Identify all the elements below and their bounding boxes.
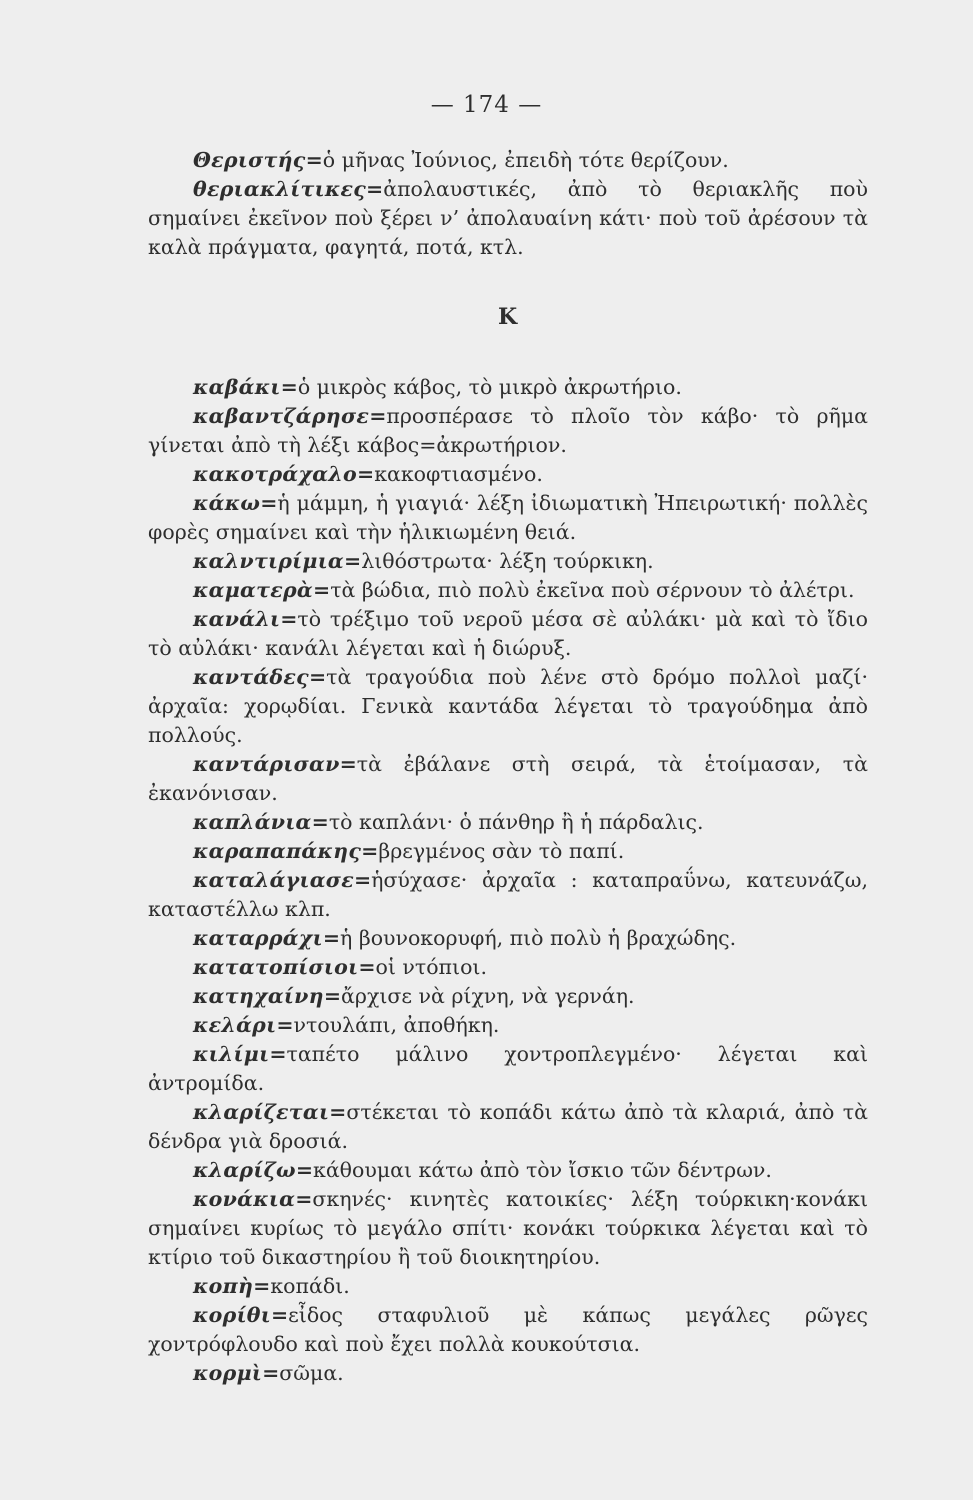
glossary-entry: [148, 1185, 868, 1272]
entry-headword: κανάλι: [193, 607, 281, 631]
entry-definition: σῶμα.: [279, 1361, 344, 1385]
glossary-entry: [148, 750, 868, 808]
glossary-entry: [148, 460, 868, 489]
entry-definition: ἡσύχασε· ἀρχαῖα : καταπραΰνω, κατευνάζω, καταστέλλω κλπ.: [148, 868, 868, 921]
glossary-entry: [148, 1156, 868, 1185]
entry-headword: κλαρίζω: [193, 1158, 296, 1182]
glossary-entry: [148, 576, 868, 605]
equals-sign: =: [308, 665, 327, 689]
equals-sign: =: [269, 1042, 287, 1066]
glossary-entry: [148, 953, 868, 982]
entry-headword: κακοτράχαλο: [193, 462, 357, 486]
entry-definition: τὰ βώδια, πιὸ πολὺ ἐκεῖνα ποὺ σέρνουν τὸ ἀλέτρι.: [330, 578, 855, 602]
equals-sign: =: [262, 1361, 280, 1385]
glossary-entry: [148, 373, 868, 402]
entry-headword: κλαρίζεται: [193, 1100, 330, 1124]
entry-headword: καβάκι: [193, 375, 281, 399]
entry-headword: καραπαπάκης: [193, 839, 362, 863]
glossary-entry: [148, 1040, 868, 1098]
entry-headword: καλντιρίμια: [193, 549, 345, 573]
entry-definition: βρεγμένος σὰν τὸ παπί.: [378, 839, 625, 863]
entry-headword: κοπὴ: [193, 1274, 254, 1298]
entry-headword: κιλίμι: [193, 1042, 270, 1066]
entry-definition: τὸ τρέξιμο τοῦ νεροῦ μέσα σὲ αὐλάκι· μὰ καὶ τὸ ἴδιο τὸ αὐλάκι· κανάλι λέγεται καὶ ἡ διώρυξ.: [148, 607, 868, 660]
entry-headword: καπλάνια: [193, 810, 312, 834]
equals-sign: =: [280, 607, 298, 631]
entry-headword: κορίθι: [193, 1303, 271, 1327]
equals-sign: =: [305, 148, 323, 172]
entry-headword: κατατοπίσιοι: [193, 955, 359, 979]
equals-sign: =: [280, 375, 298, 399]
entry-headword: κελάρι: [193, 1013, 277, 1037]
entry-definition: λιθόστρωτα· λέξη τούρκικη.: [361, 549, 654, 573]
entry-definition: στέκεται τὸ κοπάδι κάτω ἀπὸ τὰ κλαριά, ἀπὸ τὰ δένδρα γιὰ δροσιά.: [148, 1100, 868, 1153]
equals-sign: =: [260, 491, 278, 515]
glossary-entry: [148, 924, 868, 953]
equals-sign: =: [270, 1303, 289, 1327]
entries-before-section: [148, 146, 868, 262]
entry-definition: οἱ ντόπιοι.: [375, 955, 487, 979]
entry-headword: καντάρισαν: [193, 752, 340, 776]
equals-sign: =: [369, 404, 387, 428]
entry-headword: κορμὶ: [193, 1361, 263, 1385]
glossary-entry: [148, 808, 868, 837]
glossary-entry: [148, 1272, 868, 1301]
equals-sign: =: [295, 1187, 313, 1211]
entry-headword: καβαντζάρησε: [193, 404, 370, 428]
entry-definition: ντουλάπι, ἀποθήκη.: [293, 1013, 500, 1037]
glossary-entry: [148, 982, 868, 1011]
entry-headword: Θεριστής: [193, 148, 306, 172]
entry-definition: ἀπολαυστικές, ἀπὸ τὸ θεριακλῆς ποὺ σημαίνει ἐκεῖνον ποὺ ξέρει ν’ ἀπολαυαίνη κάτι· ποὺ τοῦ ἀρέσουν τὰ καλὰ πράγματα, φαγητά, ποτά, κτλ.: [148, 177, 868, 259]
glossary-entry: [148, 489, 868, 547]
entry-headword: κάκω: [193, 491, 261, 515]
equals-sign: =: [311, 810, 329, 834]
equals-sign: =: [344, 549, 362, 573]
glossary-entry: [148, 866, 868, 924]
glossary-entry: [148, 663, 868, 750]
dictionary-text: [148, 146, 868, 1388]
equals-sign: =: [361, 839, 379, 863]
equals-sign: =: [253, 1274, 271, 1298]
entry-definition: τὸ καπλάνι· ὁ πάνθηρ ἢ ἡ πάρδαλις.: [328, 810, 704, 834]
entry-definition: κακοφτιασμένο.: [374, 462, 543, 486]
glossary-entry: [148, 146, 868, 175]
entry-definition: σκηνές· κινητὲς κατοικίες· λέξη τούρκικη·κονάκι σημαίνει κυρίως τὸ μεγάλο σπίτι· κονάκι τούρκικα λέγεται καὶ τὸ κτίριο τοῦ δικαστηρίου ἢ τοῦ διοικητηρίου.: [148, 1187, 868, 1269]
glossary-entry: [148, 605, 868, 663]
entry-headword: κατηχαίνη: [193, 984, 324, 1008]
equals-sign: =: [353, 868, 372, 892]
equals-sign: =: [366, 177, 384, 201]
equals-sign: =: [276, 1013, 294, 1037]
entry-headword: θεριακλίτικες: [193, 177, 367, 201]
glossary-entry: [148, 1011, 868, 1040]
entry-definition: εἶδος σταφυλιοῦ μὲ κάπως μεγάλες ρῶγες χοντρόφλουδο καὶ ποὺ ἔχει πολλὰ κουκούτσια.: [148, 1303, 868, 1356]
entry-definition: ἄρχισε νὰ ρίχνη, νὰ γερνάη.: [341, 984, 635, 1008]
glossary-entry: [148, 1098, 868, 1156]
glossary-entry: [148, 837, 868, 866]
entry-definition: ὁ μικρὸς κάβος, τὸ μικρὸ ἀκρωτήριο.: [297, 375, 682, 399]
equals-sign: =: [295, 1158, 314, 1182]
equals-sign: =: [358, 955, 376, 979]
equals-sign: =: [313, 578, 331, 602]
page-number: — 174 —: [430, 92, 543, 118]
entry-definition: τὰ τραγούδια ποὺ λένε στὸ δρόμο πολλοὶ μαζί· ἀρχαῖα: χορῳδίαι. Γενικὰ καντάδα λέγεται τὸ τραγούδημα ἀπὸ πολλούς.: [148, 665, 868, 747]
entry-headword: καταρράχι: [193, 926, 323, 950]
entry-headword: καντάδες: [193, 665, 309, 689]
entry-definition: ὁ μῆνας Ἰούνιος, ἐπειδὴ τότε θερίζουν.: [322, 148, 729, 172]
entry-definition: ταπέτο μάλινο χοντροπλεγμένο· λέγεται καὶ ἀντρομίδα.: [148, 1042, 868, 1095]
glossary-entry: [148, 1359, 868, 1388]
equals-sign: =: [322, 926, 341, 950]
entry-definition: τὰ ἐβάλανε στὴ σειρά, τὰ ἑτοίμασαν, τὰ ἐκανόνισαν.: [148, 752, 868, 805]
entries-section: [148, 373, 868, 1388]
equals-sign: =: [357, 462, 375, 486]
equals-sign: =: [323, 984, 342, 1008]
entry-headword: κονάκια: [193, 1187, 296, 1211]
entry-definition: κάθουμαι κάτω ἀπὸ τὸν ἴσκιο τῶν δέντρων.: [313, 1158, 772, 1182]
glossary-entry: [148, 547, 868, 576]
entry-headword: καματερὰ: [193, 578, 313, 602]
entry-definition: προσπέρασε τὸ πλοῖο τὸν κάβο· τὸ ρῆμα γίνεται ἀπὸ τὴ λέξι κάβος=ἀκρωτήριον.: [148, 404, 868, 457]
glossary-entry: [148, 402, 868, 460]
entry-definition: ἡ μάμμη, ἡ γιαγιά· λέξη ἰδιωματικὴ Ἠπειρωτική· πολλὲς φορὲς σημαίνει καὶ τὴν ἡλικιωμένη θειά.: [148, 491, 868, 544]
entry-definition: κοπάδι.: [270, 1274, 350, 1298]
entry-definition: ἡ βουνοκορυφή, πιὸ πολὺ ἡ βραχώδης.: [340, 926, 737, 950]
glossary-entry: [148, 1301, 868, 1359]
entry-headword: καταλάγιασε: [193, 868, 354, 892]
equals-sign: =: [329, 1100, 347, 1124]
glossary-entry: [148, 175, 868, 262]
equals-sign: =: [339, 752, 357, 776]
section-letter: Κ: [497, 304, 519, 330]
